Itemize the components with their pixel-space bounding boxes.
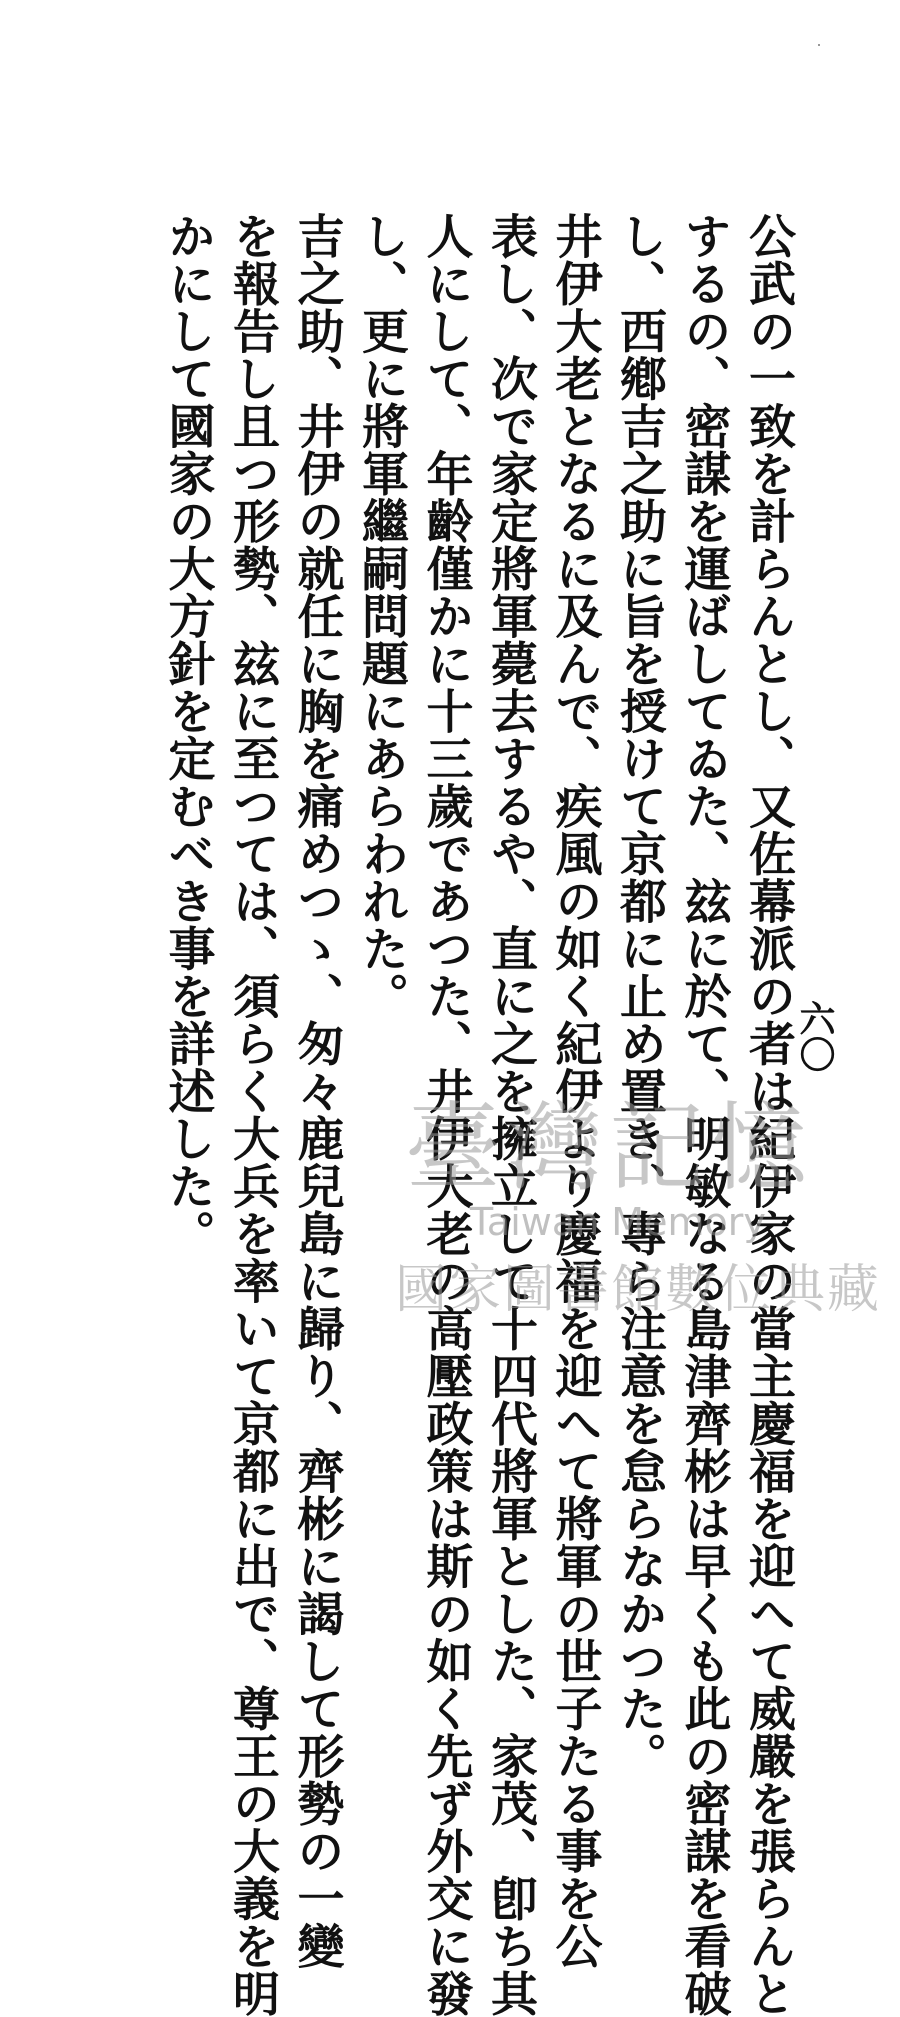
text-line: するの、密謀を運ばしてゐた、玆に於て、明敏なる島津齊彬は早くも此の密謀を看破 bbox=[676, 212, 732, 2017]
text-line: 吉之助、井伊の就任に胸を痛めつゝ、匆々鹿兒島に歸り、齊彬に謁して形勢の一變 bbox=[289, 212, 345, 1970]
watermark-english: Taiwan Memory bbox=[470, 1200, 766, 1244]
watermark-title: 臺灣記憶 bbox=[405, 1092, 813, 1204]
text-line: 井伊大老となるに及んで、疾風の如く紀伊より慶福を迎へて將軍の世子たる事を公 bbox=[547, 212, 603, 1970]
page-number: 六〇 bbox=[794, 1000, 835, 1072]
text-line: 表し、次で家定將軍薨去するや、直に之を擁立して十四代將軍とした、家茂、卽ち其 bbox=[483, 212, 538, 2017]
watermark bbox=[395, 1072, 882, 1320]
text-line: 公武の一致を計らんとし、又佐幕派の者は紀伊家の當主慶福を迎へて威嚴を張らんと bbox=[741, 212, 796, 2017]
text-line: を報告し且つ形勢、玆に至つては、須らく大兵を率いて京都に出で、尊王の大義を明 bbox=[225, 212, 280, 2017]
text-line: かにして國家の大方針を定むべき事を詳述した。 bbox=[160, 212, 216, 1257]
text-line: し、更に將軍繼嗣問題にあらわれた。 bbox=[354, 212, 409, 1020]
text-line: し、西鄕吉之助に旨を授けて京都に止め置き、專ら注意を怠らなかつた。 bbox=[612, 212, 667, 1780]
scan-speck bbox=[818, 44, 820, 46]
text-line: 人にして、年齡僅かに十三歲であつた、井伊大老の高壓政策は斯の如く先ず外交に發 bbox=[418, 212, 474, 2017]
watermark-subtitle: 國家圖書館數位典藏 bbox=[395, 1260, 882, 1320]
